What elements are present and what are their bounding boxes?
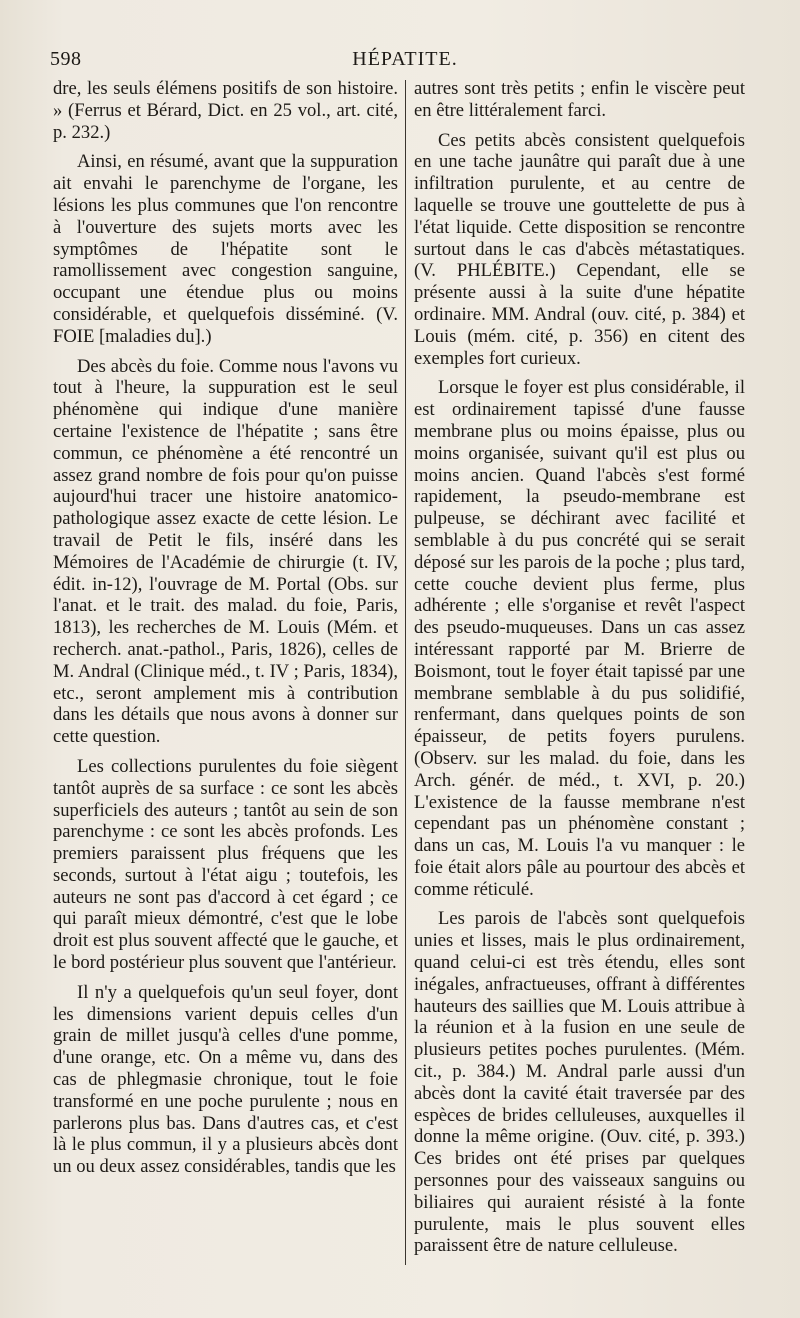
paragraph: Lorsque le foyer est plus considérable, il est ordinairement tapissé d'une fausse membrane plus ou moins épaisse, plus ou moins organisée, suivant qu'il est plus ou moins ancien. Quand l'abcès s'est formé rapidement, la pseudo-membrane est pulpeuse, se déchirant avec facilité et semblable à du pus concrété qui se serait déposé sur les parois de la poche ; plus tard, cette couche devient plus ferme, plus adhérente ; elle s'organise et revêt l'aspect des pseudo-muqueuses. Dans un cas assez intéressant rapporté par M. Brierre de Boismont, tout le foyer était tapissé par une membrane semblable à du pus solidifié, renfermant, dans quelques points de son épaisseur, de petits foyers purulens. (Observ. sur les malad. du foie, dans les Arch. génér. de méd., t. XVI, p. 20.) L'existence de la fausse membrane n'est cependant pas un phénomène constant ; dans un cas, M. Louis l'a vu manquer : le foie était alors pâle au pourtour des abcès et comme réticulé. — [414, 377, 745, 900]
running-title: HÉPATITE. — [352, 48, 458, 70]
paragraph: Ces petits abcès consistent quelquefois en une tache jaunâtre qui paraît due à une infiltration purulente, et au centre de laquelle se trouve une gouttelette de pus à l'état liquide. Cette disposition se rencontre surtout dans le cas d'abcès métastatiques. (V. PHLÉBITE.) Cependant, elle se présente aussi à la suite d'une hépatite ordinaire. MM. Andral (ouv. cité, p. 384) et Louis (mém. cité, p. 356) en citent des exemples fort curieux. — [414, 129, 745, 369]
paragraph: Ainsi, en résumé, avant que la suppuration ait envahi le parenchyme de l'organe, les lésions les plus communes que l'on rencontre à l'ouverture des sujets morts avec les symptômes de l'hépatite sont le ramollissement avec congestion sanguine, occupant une étendue plus ou moins considérable, et quelquefois disséminé. (V. FOIE [maladies du].) — [53, 151, 398, 347]
page-number: 598 — [50, 48, 82, 70]
right-column — [414, 78, 745, 1257]
paragraph: autres sont très petits ; enfin le viscère peut en être littéralement farci. — [414, 78, 745, 121]
column-divider — [405, 80, 406, 1265]
paragraph: Il n'y a quelquefois qu'un seul foyer, dont les dimensions varient depuis celles d'un grain de millet jusqu'à celles d'une pomme, d'une orange, etc. On a même vu, dans des cas de phlegmasie chronique, tout le foie transformé en une poche purulente ; nous en parlerons plus bas. Dans d'autres cas, et c'est là le plus commun, il y a plusieurs abcès dont un ou deux assez considérables, tandis que les — [53, 981, 398, 1178]
paragraph: dre, les seuls élémens positifs de son histoire. » (Ferrus et Bérard, Dict. en 25 vol., art. cité, p. 232.) — [53, 78, 398, 143]
page-header — [50, 48, 760, 78]
left-column — [53, 78, 398, 1178]
paragraph: Les collections purulentes du foie siègent tantôt auprès de sa surface : ce sont les abcès superficiels des auteurs ; tantôt au sein de son parenchyme : ce sont les abcès profonds. Les premiers paraissent plus fréquens que les seconds, surtout à l'état aigu ; toutefois, les auteurs ne sont pas d'accord à cet égard ; ce qui paraît mieux démontré, c'est que le lobe droit est plus souvent affecté que le gauche, et le bord postérieur plus souvent que l'antérieur. — [53, 755, 398, 974]
paragraph: Les parois de l'abcès sont quelquefois unies et lisses, mais le plus ordinairement, quand celui-ci est très étendu, elles sont inégales, anfractueuses, offrant à différentes hauteurs des saillies que M. Louis attribue à la réunion et à la fusion en une seule de plusieurs petites poches purulentes. (Mém. cit., p. 384.) M. Andral parle aussi d'un abcès dont la cavité était traversée par des espèces de brides celluleuses, auxquelles il donne la même origine. (Ouv. cité, p. 393.) Ces brides ont été prises par quelques personnes pour des vaisseaux sanguins ou biliaires qui auraient résisté à la fonte purulente, mais le plus souvent elles paraissent être de nature celluleuse. — [414, 908, 745, 1257]
paragraph: Des abcès du foie. Comme nous l'avons vu tout à l'heure, la suppuration est le seul phénomène qui indique d'une manière certaine l'existence de l'hépatite ; sans être commun, ce phénomène a été rencontré un assez grand nombre de fois pour qu'on puisse aujourd'hui tracer une histoire anatomico-pathologique assez exacte de cette lésion. Le travail de Petit le fils, inséré dans les Mémoires de l'Académie de chirurgie (t. IV, édit. in-12), l'ouvrage de M. Portal (Obs. sur l'anat. et le trait. des malad. du foie, Paris, 1813), les recherches de M. Louis (Mém. et recherch. anat.-pathol., Paris, 1826), celles de M. Andral (Clinique méd., t. IV ; Paris, 1834), etc., seront amplement mis à contribution dans les détails que nous avons à donner sur cette question. — [53, 355, 398, 748]
